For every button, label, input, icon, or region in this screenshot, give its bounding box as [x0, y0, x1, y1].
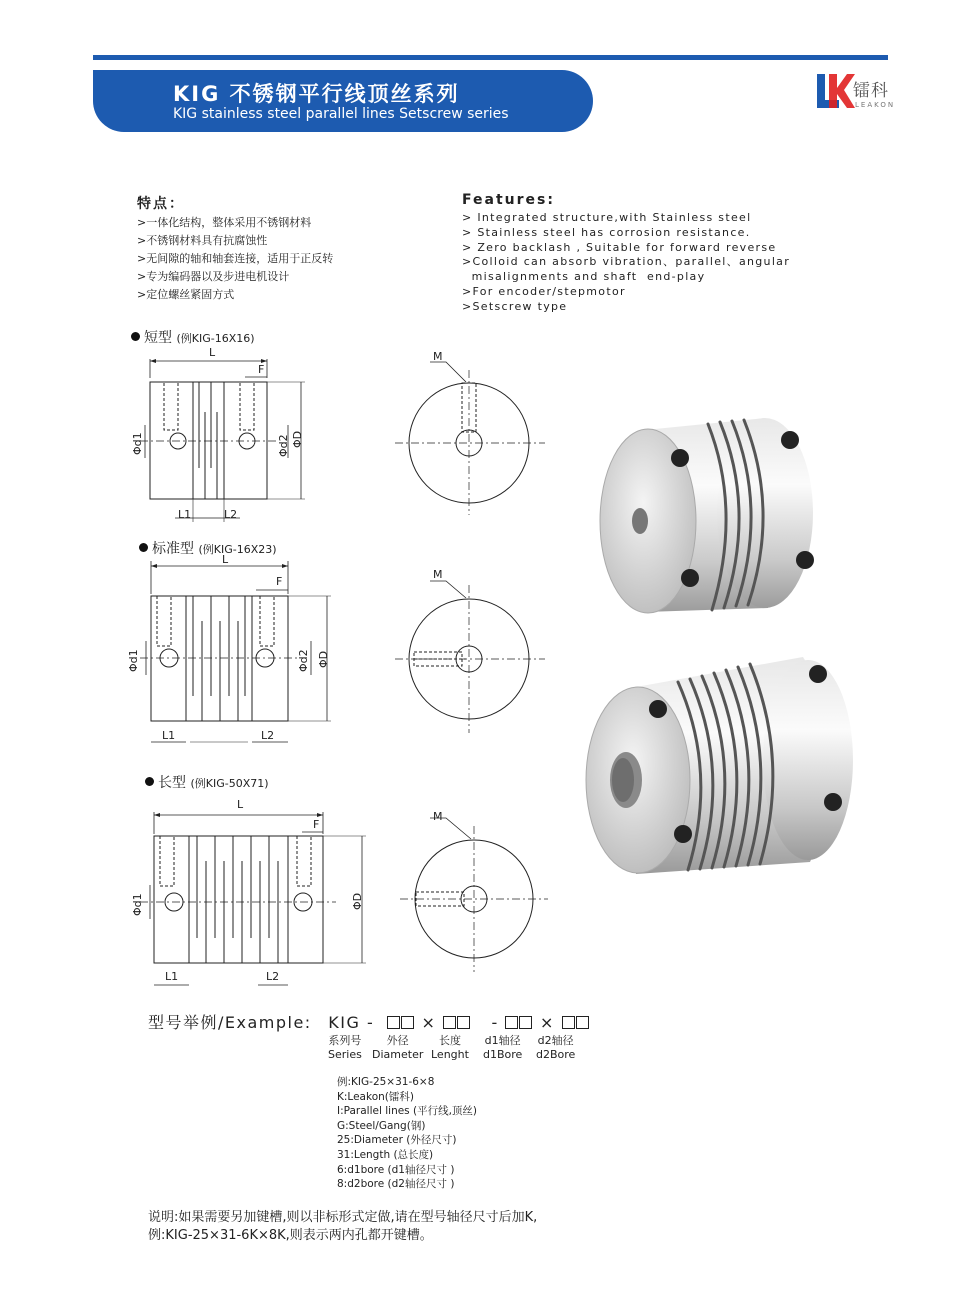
explanation-item: K:Leakon(镭科)	[337, 1090, 414, 1103]
feature-cn-item: >定位螺丝紧固方式	[137, 288, 235, 301]
feature-en-item: > Zero backlash , Suitable for forward reverse	[462, 240, 777, 254]
col-en: Diameter	[372, 1048, 424, 1061]
logo-name-en: LEAKON	[855, 101, 896, 109]
example-dash: -	[491, 1013, 499, 1032]
feature-cn-item: >专为编码器以及步进电机设计	[137, 270, 290, 283]
dim-label-L: L	[209, 346, 216, 359]
explanation-item: 25:Diameter (外径尺寸)	[337, 1134, 457, 1147]
explanation-item: 6:d1bore (d1轴径尺寸 )	[337, 1163, 455, 1176]
coupling-photo-long	[578, 652, 868, 882]
dim-label-d1: Φd1	[131, 432, 144, 455]
dim-label-L1: L1	[162, 729, 176, 742]
feature-en-item: > Stainless steel has corrosion resistance.	[462, 225, 751, 239]
feature-cn-item: >一体化结构，整体采用不锈钢材料	[137, 216, 312, 229]
dim-label-M: M	[433, 568, 443, 581]
logo-name-cn: 镭科	[853, 81, 889, 101]
type-name: 短型	[144, 330, 172, 346]
col-en: d1Bore	[483, 1048, 523, 1061]
dim-label-L1: L1	[165, 970, 179, 983]
title-cn: KIG 不锈钢平行线顶丝系列	[173, 82, 460, 106]
dim-label-L2: L2	[266, 970, 280, 983]
col-en: Series	[328, 1048, 362, 1061]
type-example: (例KIG-16X23)	[198, 543, 277, 556]
dim-label-M: M	[433, 810, 443, 823]
type-example: (例KIG-50X71)	[190, 777, 269, 790]
type-example: (例KIG-16X16)	[176, 332, 255, 345]
coupling-photo-short	[590, 400, 850, 630]
dim-label-L1: L1	[178, 508, 192, 521]
dim-label-d1: Φd1	[127, 649, 140, 672]
example-col-d2bore	[536, 1034, 575, 1062]
feature-cn-item: >无间隙的轴和轴套连接，适用于正反转	[137, 252, 334, 265]
example-col-series	[328, 1034, 362, 1062]
dim-label-D: ΦD	[351, 892, 364, 910]
example-col-d1bore	[483, 1034, 522, 1062]
col-cn: 系列号	[328, 1034, 362, 1047]
feature-en-item: > Integrated structure,with Stainless steel	[462, 211, 752, 224]
dim-label-L: L	[237, 798, 244, 811]
type-name: 长型	[158, 775, 186, 791]
col-cn: d2轴径	[537, 1034, 574, 1047]
example-times: ×	[540, 1013, 555, 1032]
long-type-side-view	[140, 812, 366, 985]
feature-cn-item: >不锈钢材料具有抗腐蚀性	[137, 234, 268, 247]
dim-label-L2: L2	[224, 508, 238, 521]
example-col-diameter	[372, 1034, 423, 1062]
example-label: 型号举例/Example:	[148, 1013, 312, 1032]
dim-label-d1: Φd1	[131, 893, 144, 916]
short-type-end-view	[395, 362, 545, 515]
dim-label-D: ΦD	[291, 430, 304, 448]
dim-label-L: L	[222, 553, 229, 566]
dim-label-D: ΦD	[317, 650, 330, 668]
feature-en-item: >For encoder/stepmotor	[462, 284, 626, 298]
example-col-length	[431, 1034, 469, 1062]
col-cn: 外径	[386, 1034, 409, 1047]
dim-label-F: F	[276, 575, 283, 588]
feature-en-item: >Setscrew type	[462, 299, 568, 313]
note-line-2: 例:KIG-25×31-6K×8K,则表示两内孔都开键槽。	[148, 1228, 433, 1243]
note-line-1: 说明:如果需要另加键槽,则以非标形式定做,请在型号轴径尺寸后加K,	[148, 1210, 538, 1225]
features-en-title: Features:	[462, 192, 555, 208]
model-example-line	[148, 1010, 590, 1033]
example-prefix: KIG -	[328, 1013, 375, 1032]
title-en: KIG stainless steel parallel lines Setscrew series	[173, 106, 509, 122]
placeholder-box	[505, 1013, 533, 1032]
standard-type-end-view	[395, 581, 545, 733]
dim-label-F: F	[258, 363, 265, 376]
dim-label-L2: L2	[261, 729, 275, 742]
dim-label-d2: Φd2	[297, 649, 310, 672]
explanation-item: G:Steel/Gang(钢)	[337, 1119, 426, 1132]
col-en: d2Bore	[536, 1048, 576, 1061]
features-cn-title: 特点：	[137, 196, 185, 212]
dim-label-F: F	[313, 818, 320, 831]
col-cn: 长度	[438, 1034, 461, 1047]
feature-en-item: misalignments and shaft end-play	[462, 270, 706, 284]
col-en: Lenght	[431, 1048, 469, 1061]
dim-label-M: M	[433, 350, 443, 363]
explanation-item: 31:Length (总长度)	[337, 1148, 434, 1161]
explanation-item: I:Parallel lines (平行线,顶丝)	[337, 1105, 478, 1118]
dim-label-d2: Φd2	[277, 434, 290, 457]
keyway-note	[148, 1209, 537, 1245]
long-type-end-view	[400, 818, 548, 972]
explanation-item: 8:d2bore (d2轴径尺寸 )	[337, 1178, 455, 1191]
type-name: 标准型	[152, 541, 194, 557]
col-cn: d1轴径	[484, 1034, 521, 1047]
example-times: ×	[421, 1013, 437, 1032]
placeholder-box	[387, 1013, 415, 1032]
placeholder-box	[562, 1013, 590, 1032]
example-explanation-list	[337, 1075, 477, 1192]
feature-en-item: >Colloid can absorb vibration、parallel、angular	[462, 255, 791, 269]
explanation-item: 例:KIG-25×31-6×8	[337, 1076, 435, 1088]
placeholder-box	[443, 1013, 471, 1032]
